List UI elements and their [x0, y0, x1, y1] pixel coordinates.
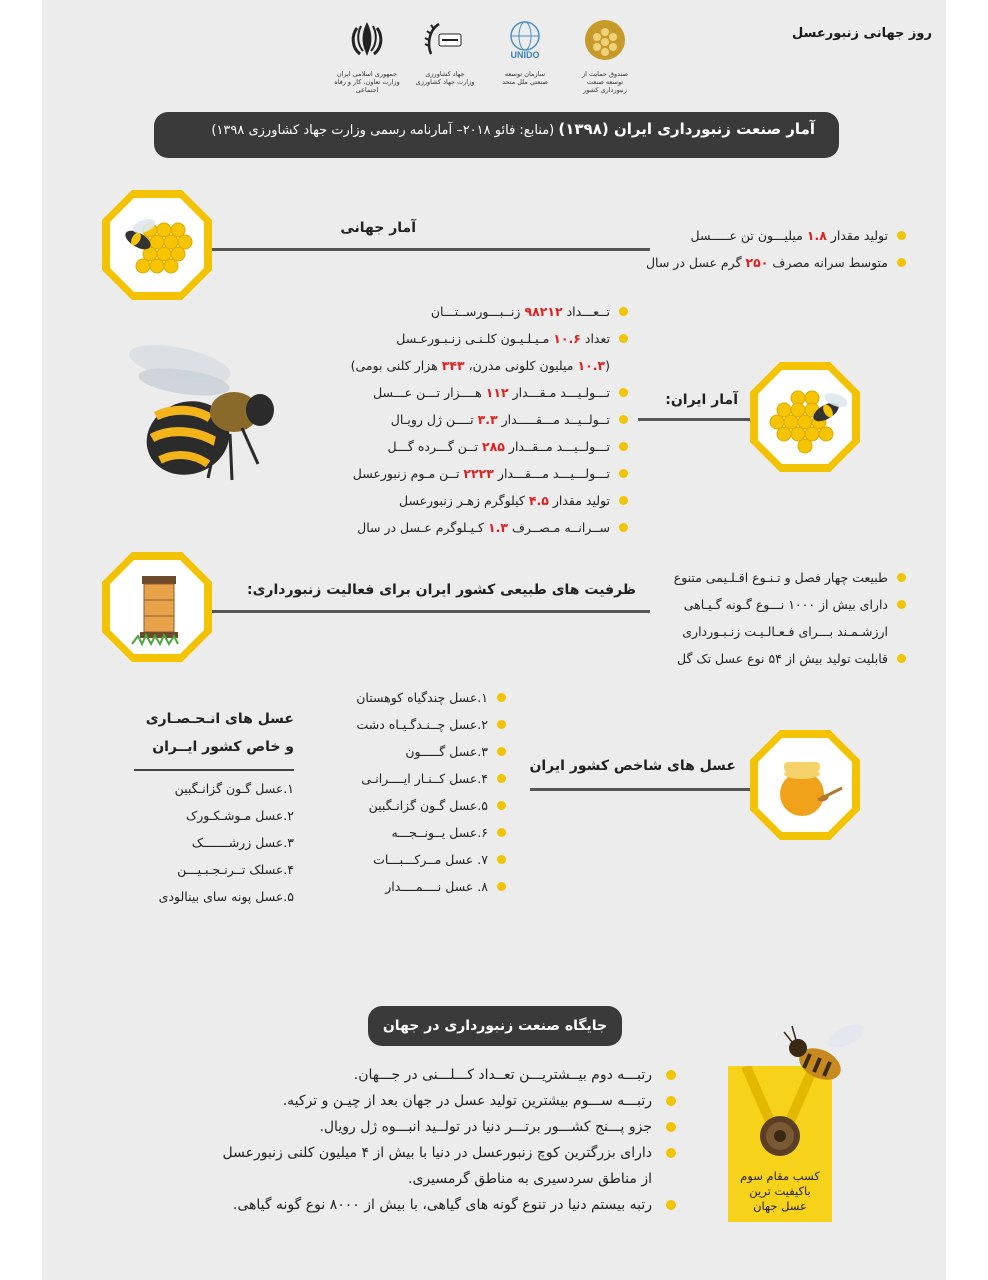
list-item: تعداد ۱۰.۶ مـیـلـیـون کلـنـی زنـبـورعـسل [351, 325, 628, 352]
logo-row [332, 18, 652, 98]
exclusive-honey-title-line2: و خاص کشور ایــران [152, 739, 294, 755]
world-stats-list [646, 222, 906, 276]
honey-pot-hex-icon [746, 726, 864, 844]
capacity-rule [212, 610, 650, 613]
list-item: قابلیت تولید بیش از ۵۴ نوع عسل تک گل [674, 645, 906, 672]
exclusive-honey-title-line1: عسل های انـحـصـاری [145, 711, 294, 727]
corner-title: روز جهانی زنبورعسل [792, 26, 932, 41]
main-banner [154, 112, 839, 158]
un-globe-icon [503, 18, 547, 62]
list-item: تولید مقدار ۴.۵ کیلوگرم زهـر زنبورعسل [351, 487, 628, 514]
world-position-title: جایگاه صنعت زنبورداری در جهان [368, 1006, 622, 1046]
list-item: ۶.عسل یــونــجـــه [356, 819, 506, 846]
list-item: تـــولــیـــد مــقــدار ۲۸۵ تــن گـــرده گـــل [351, 433, 628, 460]
list-item: ۴.عسل کــنـار ایــــرانـی [356, 765, 506, 792]
list-item: رتبـــه ســـوم بیشترین تولید عسل در جهان بعد از چیـن و ترکیه. [223, 1088, 677, 1114]
banner-title: آمار صنعت زنبورداری ایران (۱۳۹۸) [558, 120, 815, 138]
exclusive-honey-list [134, 775, 294, 910]
large-bee-illustration-icon [122, 338, 282, 498]
jahad-wheat-icon [423, 18, 467, 62]
list-item: ۳.عسل گـــــون [356, 738, 506, 765]
beekeeping-fund-logo: صندوق حمایت از توسعه صنعت زنبورداری کشور [570, 18, 640, 98]
signature-honey-rule [530, 788, 750, 791]
banner-source: (منابع: فائو ۲۰۱۸– آمارنامه رسمی وزارت جهاد کشاورزی ۱۳۹۸) [211, 123, 555, 138]
list-item: ۱.عسل گـون گزانـگبین [174, 781, 294, 796]
list-item: ۴.عسلک تــرنـجـبـیـــن [177, 862, 294, 877]
capacity-title: ظرفیت های طبیعی کشور ایران برای فعالیت زنبورداری: [247, 582, 636, 598]
list-item: تـــولـــیـــد مـــقـــدار ۲۲۲۳ تــن مـوم زنبورعسل [351, 460, 628, 487]
honeycomb-bee-hex-icon [746, 358, 864, 476]
list-item: (۱۰.۳ میلیون کلونی مدرن، ۳۴۳ هزار کلنی بومی) [350, 358, 610, 373]
bee-on-medal-icon [776, 1018, 866, 1094]
world-stats-rule [212, 248, 650, 251]
list-item: ۵.عسل پونه سای بینالودی [158, 889, 294, 904]
list-item: تــعـــداد ۹۸۲۱۲ زنــبـــورســتـــان [351, 298, 628, 325]
list-item: تــولــیــد مـــقـــــدار ۳.۳ تــــن ژل رویـال [351, 406, 628, 433]
world-stats-title: آمار جهانی [340, 220, 416, 236]
infographic-page [42, 0, 946, 1280]
honeycomb-logo-icon [583, 18, 627, 62]
capacity-list [674, 564, 906, 672]
list-item: ۲.عسل مـوشـکـورک [186, 808, 294, 823]
list-item-continuation: از مناطق سردسیری به مناطق گرمسیری. [408, 1171, 652, 1187]
beehive-hex-icon [98, 548, 216, 666]
world-position-list [223, 1062, 677, 1218]
iran-stats-list [351, 298, 628, 541]
unido-logo: UNIDO سازمان توسعه صنعتی ملل متحد [490, 18, 560, 98]
list-item: رتبـــه دوم بیــشتریـــن تعــداد کـــلـــنی در جـــهان. [223, 1062, 677, 1088]
list-item: طبیعت چهار فصل و تـنـوع اقـلـیمی متنوع [674, 564, 906, 591]
list-item: ۵.عسل گـون گزانـگبین [356, 792, 506, 819]
list-item: ۷. عسل مــرکـــبـــات [356, 846, 506, 873]
list-item: رتبه بیستم دنیا در تنوع گونه های گیاهی، با بیش از ۸۰۰۰ نوع گونه گیاهی. [223, 1192, 677, 1218]
list-item: دارای بزرگترین کوچ زنبورعسل در دنیا با بیش از ۴ میلیون کلنی زنبورعسل [223, 1140, 677, 1166]
list-item: ۸. عسل نــــمــــدار [356, 873, 506, 900]
list-item: ارزشـمـند بـــرای فـعـالـیـت زنـبـورداری [682, 624, 888, 639]
list-item: تولید مقدار ۱.۸ میلیـــون تن عـــــسل [646, 222, 906, 249]
list-item: ۲.عسل چــنـدگـیـاه دشت [356, 711, 506, 738]
exclusive-honey-rule [134, 769, 294, 771]
list-item: ســرانــه مـصــرف ۱.۳ کـیـلوگرم عـسل در سال [351, 514, 628, 541]
list-item: متوسط سرانه مصرف ۲۵۰ گرم عسل در سال [646, 249, 906, 276]
list-item: ۱.عسل چندگیاه کوهستان [356, 684, 506, 711]
iran-stats-rule [638, 418, 750, 421]
list-item: تـــولـیـــد مـقـــدار ۱۱۲ هــــزار تـــن عـــسل [351, 379, 628, 406]
iran-emblem-icon [345, 18, 389, 62]
list-item: دارای بیش از ۱۰۰۰ نـــوع گـونه گـیـاهی [674, 591, 906, 618]
svg-text:UNIDO: UNIDO [510, 50, 540, 60]
honeycomb-bee-hex-icon [98, 186, 216, 304]
list-item: جزو پـــنج کشـــور برتـــر دنیا در تولــید انبـــوه ژل رویال. [223, 1114, 677, 1140]
signature-honey-title: عسل های شاخص کشور ایران [529, 758, 736, 774]
iran-emblem-logo: جمهوری اسلامی ایران وزارت تعاون، کار و رفاه اجتماعی [332, 18, 402, 98]
list-item: ۳.عسل زرشـــــــک [191, 835, 294, 850]
jahad-logo: جهاد کشاورزی وزارت جهاد کشاورزی [410, 18, 480, 98]
medal-caption: کسب مقام سوم باکیفیت ترین عسل جهان [740, 1169, 820, 1213]
signature-honey-list [356, 684, 506, 900]
iran-stats-title: آمار ایران: [665, 392, 738, 408]
exclusive-honey-section [134, 705, 294, 910]
